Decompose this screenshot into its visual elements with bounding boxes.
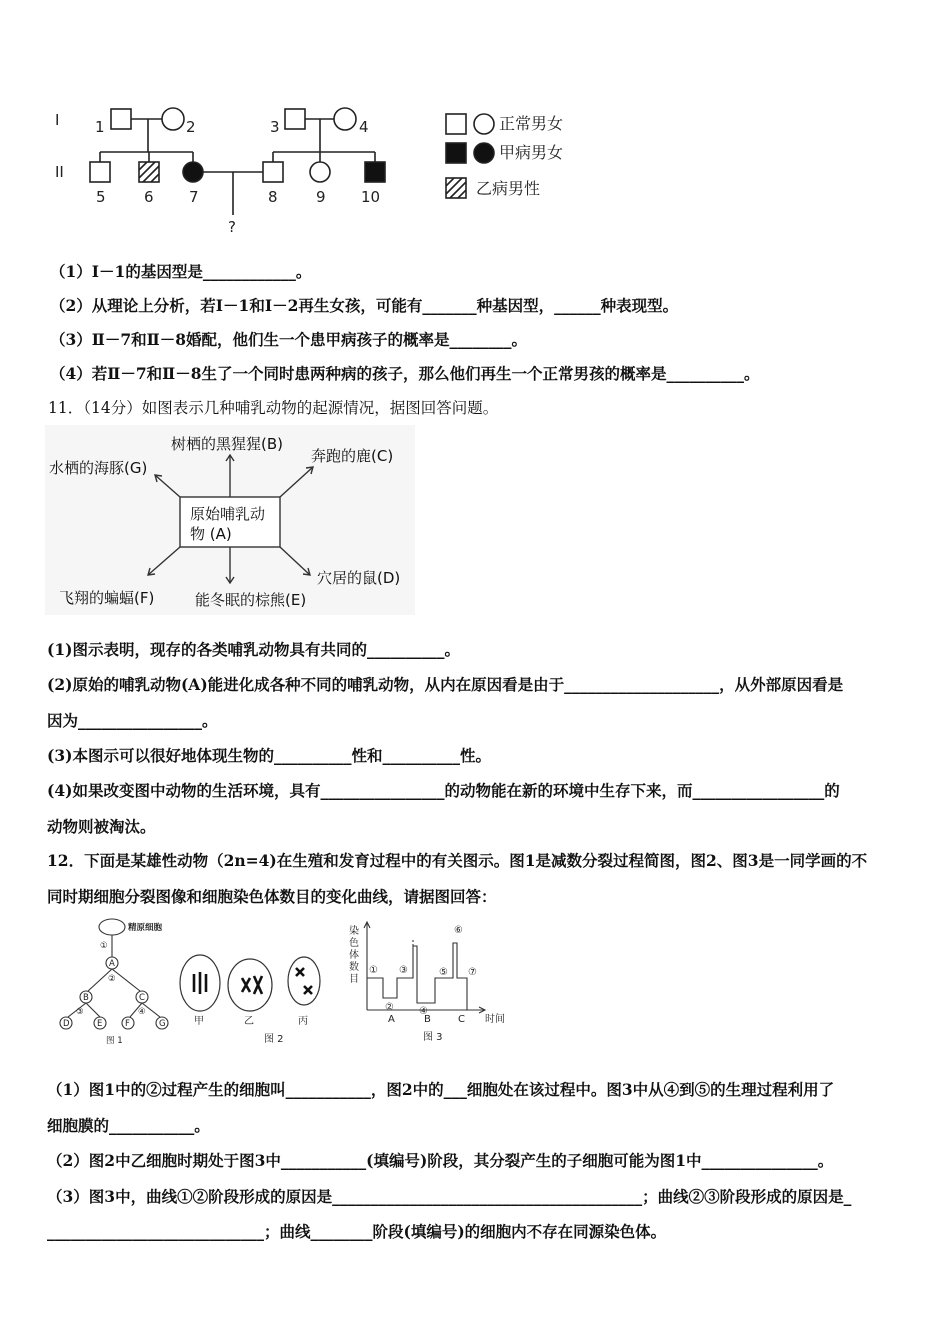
- center-label-1: 原始哺乳动: [190, 505, 266, 523]
- q10-sub4: （4）若Ⅱ－7和Ⅱ－8生了一个同时患两种病的孩子，那么他们再生一个正常男孩的概率是__________。: [50, 364, 760, 383]
- fig3-phase-1: ①: [369, 965, 378, 976]
- figure-2-cells: [178, 948, 328, 1048]
- fig2-caption: 图 2: [264, 1034, 284, 1045]
- individual-4: [334, 108, 356, 130]
- q12-sub2: （2）图2中乙细胞时期处于图3中___________(填编号)阶段，其分裂产生的子细胞可能为图1中_______________。: [47, 1151, 834, 1170]
- individual-1: [111, 109, 131, 129]
- fig3-xlabel: 时间: [485, 1014, 505, 1025]
- pedigree-chart: [45, 100, 605, 240]
- legend-diseaseA-male-icon: [446, 143, 466, 163]
- fig1-step2: ②: [108, 974, 116, 984]
- fig2-label-bing: 丙: [298, 1016, 308, 1027]
- node-C: 奔跑的鹿(C): [311, 447, 394, 465]
- label-10: 10: [361, 188, 381, 206]
- label-8: 8: [268, 188, 278, 206]
- individual-3: [285, 109, 305, 129]
- fig1-step4: ④: [138, 1007, 146, 1017]
- legend-diseaseB-label: 乙病男性: [476, 179, 541, 198]
- fig1-caption: 图 1: [106, 1036, 123, 1046]
- node-B: 树栖的黑猩猩(B): [171, 435, 283, 453]
- fig1-step3: ③: [76, 1007, 84, 1017]
- legend-diseaseA-female-icon: [474, 143, 494, 163]
- gen-label-I: I: [55, 111, 60, 129]
- fig3-phase-6: ⑥: [454, 925, 463, 936]
- q11-sub4a: (4)如果改变图中动物的生活环境，具有________________的动物能在新的环境中生存下来，而_________________的: [47, 781, 840, 800]
- label-1: 1: [95, 118, 105, 136]
- individual-7: [183, 162, 203, 182]
- fig1-cell-D: D: [63, 1019, 70, 1029]
- q12-sub1b: 细胞膜的___________。: [47, 1116, 210, 1135]
- individual-5: [90, 162, 110, 182]
- label-3: 3: [270, 118, 280, 136]
- fig2-label-jia: 甲: [194, 1016, 204, 1027]
- q12-heading-a: 12．下面是某雄性动物（2n=4)在生殖和发育过程中的有关图示。图1是减数分裂过程简图，图2、图3是一同学画的不: [47, 851, 868, 870]
- fig3-xtick-C: C: [458, 1014, 465, 1025]
- q11-sub4b: 动物则被淘汰。: [47, 817, 156, 836]
- legend-diseaseB-male-icon: [446, 178, 466, 198]
- fig3-phase-5: ⑤: [439, 967, 448, 978]
- q11-heading: 11．（14分）如图表示几种哺乳动物的起源情况，据图回答问题。: [48, 399, 499, 417]
- q12-sub3a: （3）图3中，曲线①②阶段形成的原因是________________________________________；曲线②③阶段形成的原因是_: [47, 1187, 852, 1206]
- individual-8: [263, 162, 283, 182]
- gen-label-II: II: [55, 163, 64, 181]
- q12-sub3b: ____________________________；曲线________阶段(填编号)的细胞内不存在同源染色体。: [47, 1222, 667, 1241]
- fig1-cell-C: C: [139, 993, 145, 1003]
- fig3-caption: 图 3: [423, 1032, 443, 1043]
- fig3-phase-3: ③: [399, 965, 408, 976]
- fig1-step1: ①: [100, 941, 108, 951]
- label-2: 2: [186, 118, 196, 136]
- fig1-cell-F: F: [125, 1019, 130, 1029]
- fig3-phase-7: ⑦: [468, 967, 477, 978]
- individual-9: [310, 162, 330, 182]
- fig1-cell-E: E: [97, 1019, 103, 1029]
- fig3-xtick-A: A: [388, 1014, 395, 1025]
- legend-diseaseA-label: 甲病男女: [499, 143, 564, 162]
- q11-sub1: (1)图示表明，现存的各类哺乳动物具有共同的__________。: [47, 640, 460, 659]
- figure-3-chromosome-curve: [345, 918, 520, 1048]
- individual-6: [139, 162, 159, 182]
- label-9: 9: [316, 188, 326, 206]
- fig3-ylabel-3: 体: [349, 950, 359, 961]
- q11-sub3: (3)本图示可以很好地体现生物的__________性和__________性。: [47, 746, 491, 765]
- q10-sub3: （3）Ⅱ－7和Ⅱ－8婚配，他们生一个患甲病孩子的概率是________。: [50, 330, 527, 349]
- node-D: 穴居的鼠(D): [317, 569, 401, 587]
- q10-sub2: （2）从理论上分析，若Ⅰ－1和Ⅰ－2再生女孩，可能有_______种基因型，______种表现型。: [50, 296, 679, 315]
- fig3-xtick-B: B: [424, 1014, 431, 1025]
- fig1-cell-B: B: [83, 993, 89, 1003]
- center-label-2: 物 (A): [190, 525, 232, 543]
- cell-yi: [228, 959, 272, 1011]
- label-5: 5: [96, 188, 106, 206]
- node-E: 能冬眠的棕熊(E): [195, 591, 307, 609]
- fig3-phase-2: ②: [385, 1002, 394, 1013]
- fig1-cell-G: G: [159, 1019, 166, 1029]
- fig3-ylabel-1: 染: [349, 926, 359, 937]
- fig1-top-label: 精原细胞: [128, 923, 163, 933]
- q11-sub2b: 因为________________。: [47, 711, 218, 730]
- fig3-curve: [367, 943, 467, 1010]
- q12-sub1a: （1）图1中的②过程产生的细胞叫___________，图2中的___细胞处在该过程中。图3中从④到⑤的生理过程利用了: [47, 1080, 835, 1099]
- label-6: 6: [144, 188, 154, 206]
- individual-10: [365, 162, 385, 182]
- label-child: ?: [228, 218, 236, 236]
- legend-normal-label: 正常男女: [499, 114, 564, 133]
- fig2-label-yi: 乙: [244, 1016, 254, 1027]
- label-4: 4: [359, 118, 369, 136]
- q10-sub1: （1）Ⅰ－1的基因型是____________。: [50, 262, 312, 281]
- mammal-origin-diagram: [45, 425, 415, 615]
- legend-normal-female-icon: [474, 114, 494, 134]
- q11-sub2a: (2)原始的哺乳动物(A)能进化成各种不同的哺乳动物，从内在原因看是由于____________________，从外部原因看是: [47, 675, 844, 694]
- label-7: 7: [189, 188, 199, 206]
- fig3-ylabel-5: 目: [349, 974, 359, 985]
- fig1-cell-A: A: [109, 959, 115, 969]
- node-F: 飞翔的蝙蝠(F): [59, 589, 155, 607]
- individual-2: [162, 108, 184, 130]
- fig3-ylabel-2: 色: [349, 938, 359, 949]
- fig3-ylabel-4: 数: [349, 962, 359, 973]
- figure-1-meiosis: [50, 915, 185, 1050]
- q12-heading-b: 同时期细胞分裂图像和细胞染色体数目的变化曲线，请据图回答：: [47, 887, 497, 906]
- node-G: 水栖的海豚(G): [49, 459, 148, 477]
- fig3-phase-4: ④: [419, 1006, 428, 1017]
- legend-normal-male-icon: [446, 114, 466, 134]
- cell-bing: [288, 957, 320, 1005]
